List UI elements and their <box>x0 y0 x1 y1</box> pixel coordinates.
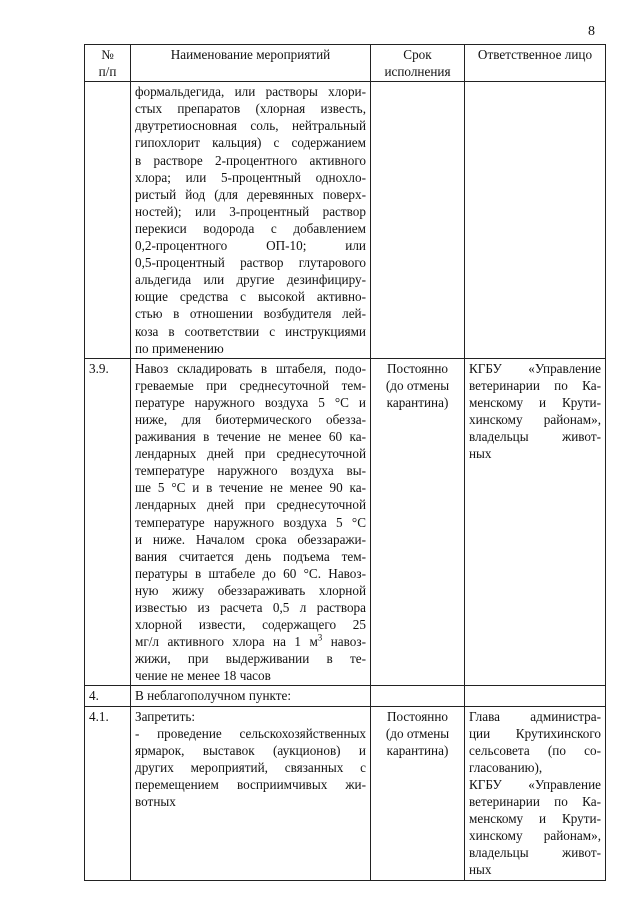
text-line: пературе наружного воздуха 5 °С и <box>135 394 366 410</box>
row-responsible <box>465 358 606 686</box>
text-line: ниже, для биотермического обезза- <box>135 411 366 427</box>
header-responsible: Ответственное лицо <box>465 45 606 82</box>
text-line: лендарных дней при среднесуточной <box>135 446 366 462</box>
row-responsible <box>465 706 606 880</box>
text-line: - проведение сельскохозяйственных <box>135 725 366 741</box>
header-num: № п/п <box>85 45 131 82</box>
text-line: хлора; или 5-процентный однохло- <box>135 169 366 185</box>
table-header-row <box>85 45 606 82</box>
row-section-title: В неблагополучном пункте: <box>131 686 371 706</box>
row-num <box>85 82 131 359</box>
table-row <box>85 358 606 686</box>
row-num: 4.1. <box>85 706 131 880</box>
row-name <box>131 358 371 686</box>
text-line: ярмарок, выставок (аукционов) и <box>135 742 366 758</box>
text-line: двутретиосновная соль, нейтральный <box>135 118 366 134</box>
text-line: вотных <box>135 794 176 810</box>
text-line: Навоз складировать в штабеля, подо- <box>135 360 366 376</box>
text-line: Запретить: <box>135 708 196 724</box>
text-line: 0,5-процентный раствор глутарового <box>135 255 366 271</box>
text-line: ных <box>469 446 492 462</box>
text-line: Глава администра- <box>469 708 601 724</box>
text-line: температуре наружного воздуха 5 °С <box>135 514 366 530</box>
text-line: ветеринарии по Ка- <box>469 794 601 810</box>
table-row <box>85 706 606 880</box>
row-num: 4. <box>85 686 131 706</box>
measures-table <box>84 44 606 881</box>
text-line: температуре наружного воздуха вы- <box>135 463 366 479</box>
text-line: владельцы живот- <box>469 429 601 445</box>
text-line: хлорной извести, содержащего 25 <box>135 617 366 633</box>
text-line: других мероприятий, связанных с <box>135 759 366 775</box>
text-line: ющие средства с высокой активно- <box>135 289 366 305</box>
text-line: гласованию), <box>469 759 543 775</box>
text-line: ностей); или 3-процентный раствор <box>135 203 366 219</box>
text-line: хинскому районам», <box>469 828 601 844</box>
text-line: формальдегида, или растворы хлори- <box>135 84 366 100</box>
text-line: сельсовета (по со- <box>469 742 601 758</box>
text-line: по применению <box>135 340 224 356</box>
text-line: греваемые при среднесуточной тем- <box>135 377 366 393</box>
text-line: вания считается день подъема тем- <box>135 548 366 564</box>
text-line: 0,2-процентного ОП-10; или <box>135 238 366 254</box>
text-line: ветеринарии по Ка- <box>469 377 601 393</box>
row-name <box>131 82 371 359</box>
text-line: владельцы живот- <box>469 845 601 861</box>
text-line: перемещением восприимчивых жи- <box>135 776 366 792</box>
row-term: Постоянно (до отмены карантина) <box>371 706 465 880</box>
row-responsible <box>465 686 606 706</box>
text-line: известью из расчета 0,5 л раствора <box>135 600 366 615</box>
text-line: хинскому районам», <box>469 411 601 427</box>
page-number: 8 <box>588 24 595 39</box>
text-line: ристый йод (для деревянных поверх- <box>135 186 366 202</box>
text-line: коза в соответствии с инструкциями <box>135 323 366 339</box>
text-line: в растворе 2-процентного активного <box>135 152 366 168</box>
header-name: Наименование мероприятий <box>131 45 371 82</box>
text-line: чение не менее 18 часов <box>135 668 271 684</box>
text-line: гипохлорит кальция) с содержанием <box>135 135 366 151</box>
text-line: лендарных дней при среднесуточной <box>135 497 366 513</box>
text-line: стых препаратов (хлорная известь, <box>135 101 366 117</box>
text-line: перекиси водорода с добавлением <box>135 220 366 236</box>
text-line: жижи, при выдерживании в те- <box>135 651 366 667</box>
text-line: КГБУ «Управление <box>469 776 601 792</box>
row-term: Постоянно (до отмены карантина) <box>371 358 465 686</box>
text-line-with-superscript: мг/л активного хлора на 1 $м^3$ навоз- <box>135 632 366 650</box>
row-name <box>131 706 371 880</box>
text-line: менскому и Крути- <box>469 394 601 410</box>
text-line: ную жижу обеззараживать хлорной <box>135 582 366 598</box>
table-row <box>85 686 606 706</box>
text-line: раживания в течение не менее 60 ка- <box>135 429 366 445</box>
text-line: альдегида или другие дезинфициру- <box>135 272 366 288</box>
row-responsible <box>465 82 606 359</box>
text-line: ных <box>469 862 492 878</box>
text-line: КГБУ «Управление <box>469 360 601 376</box>
text-line: ции Крутихинского <box>469 725 601 741</box>
text-line: менскому и Крути- <box>469 811 601 827</box>
row-num: 3.9. <box>85 358 131 686</box>
text-line: и ниже. Началом срока обеззаражи- <box>135 531 366 547</box>
text-line: ше 5 °С и в течение не менее 90 ка- <box>135 480 366 496</box>
text-line: стью в отношении возбудителя лей- <box>135 306 366 322</box>
row-term <box>371 82 465 359</box>
row-term <box>371 686 465 706</box>
header-term: Срок исполнения <box>371 45 465 82</box>
table-row <box>85 82 606 359</box>
text-line: пературы в штабеле до 60 °С. Навоз- <box>135 565 366 581</box>
